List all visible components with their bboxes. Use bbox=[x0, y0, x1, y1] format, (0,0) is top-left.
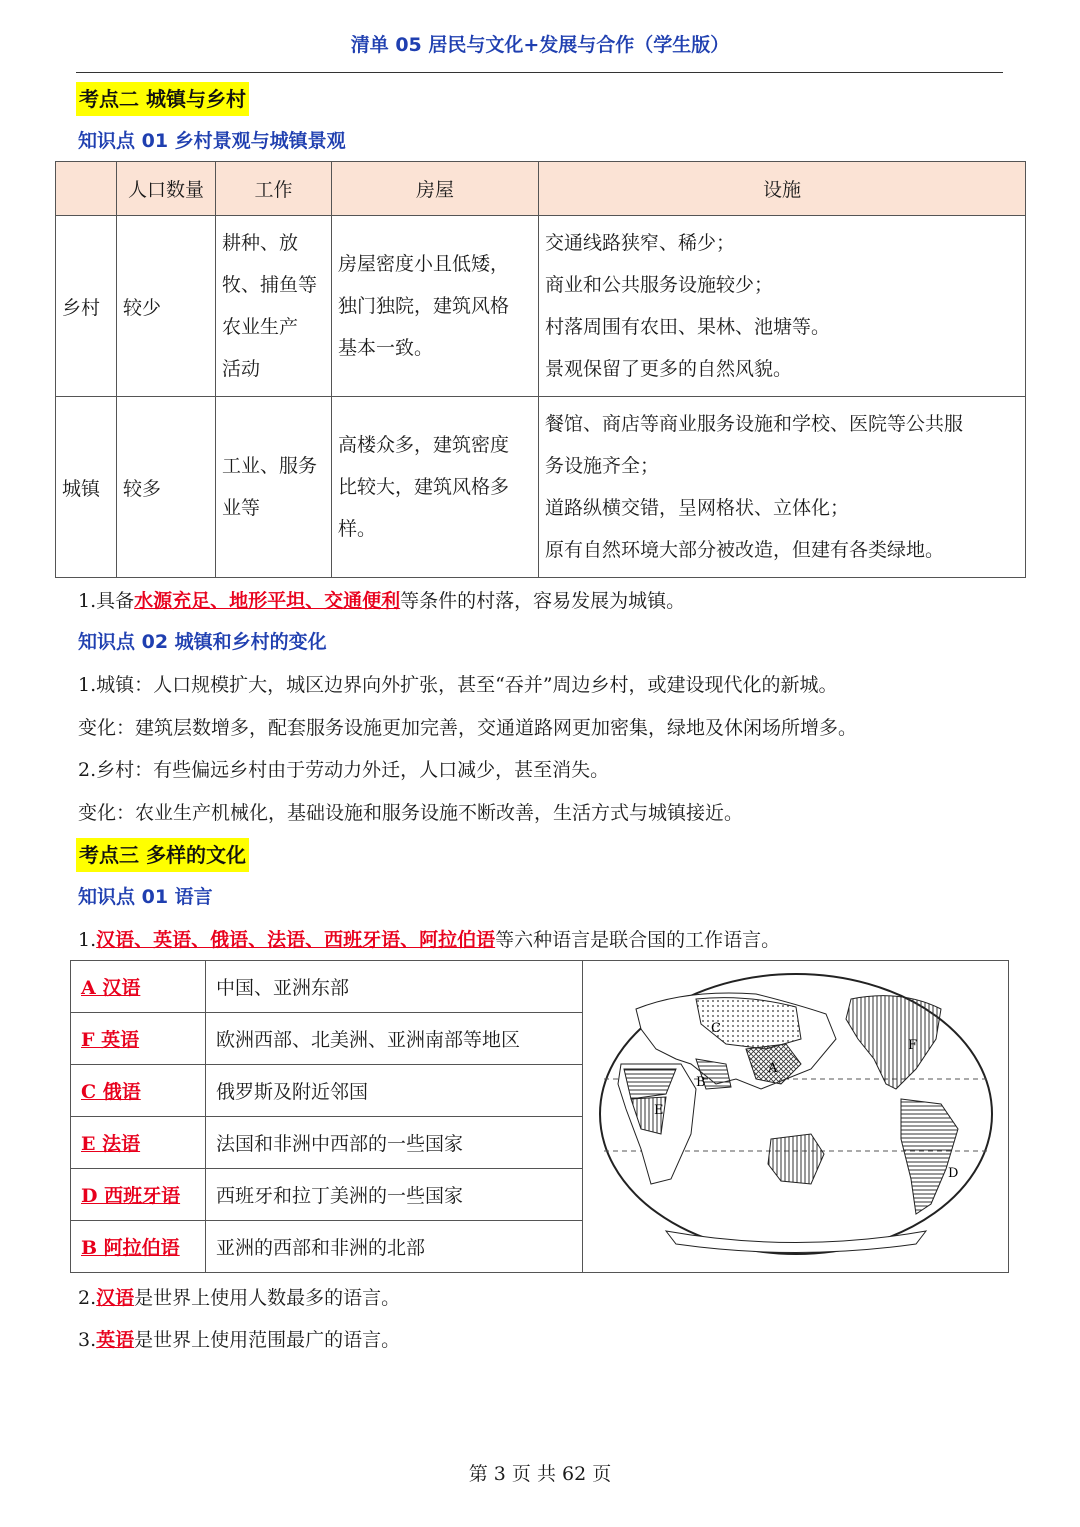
facility-line: 原有自然环境大部分被改造，但建有各类绿地。 bbox=[545, 539, 945, 561]
world-language-map bbox=[583, 961, 1009, 1273]
table-row bbox=[56, 397, 1026, 578]
table-header-cell: 设施 bbox=[539, 162, 1026, 216]
fact-prefix: 3. bbox=[78, 1329, 97, 1351]
language-label: E 法语 bbox=[81, 1133, 141, 1155]
work-line: 牧、捕鱼等 bbox=[222, 274, 318, 296]
language-area-cell: 法国和非洲中西部的一些国家 bbox=[206, 1117, 583, 1169]
facility-line: 商业和公共服务设施较少； bbox=[545, 274, 774, 296]
map-label-b: B bbox=[695, 1075, 706, 1090]
header-divider bbox=[76, 72, 1003, 73]
facilities-cell bbox=[539, 397, 1026, 578]
facility-line: 餐馆、商店等商业服务设施和学校、医院等公共服 bbox=[545, 413, 964, 435]
work-line: 工业、服务 bbox=[222, 455, 318, 477]
widest-language-fact bbox=[78, 1326, 400, 1354]
un-languages-line bbox=[78, 926, 780, 954]
map-label-d: D bbox=[947, 1166, 958, 1181]
language-area-cell: 西班牙和拉丁美洲的一些国家 bbox=[206, 1169, 583, 1221]
intro-prefix: 1. bbox=[78, 929, 97, 951]
language-label-cell bbox=[71, 1221, 206, 1273]
work-line: 农业生产 bbox=[222, 316, 299, 338]
work-cell bbox=[216, 216, 332, 397]
fact-suffix: 是世界上使用人数最多的语言。 bbox=[134, 1287, 401, 1309]
knowledge-point-title-changes: 知识点 02 城镇和乡村的变化 bbox=[78, 631, 327, 653]
language-label: C 俄语 bbox=[81, 1081, 141, 1103]
row-name: 乡村 bbox=[56, 216, 117, 397]
change-line: 变化：建筑层数增多，配套服务设施更加完善，交通道路网更加密集，绿地及休闲场所增多。 bbox=[78, 717, 858, 739]
work-line: 耕种、放 bbox=[222, 232, 299, 254]
document-header-title: 清单 05 居民与文化+发展与合作（学生版） bbox=[350, 34, 730, 56]
facility-line: 道路纵横交错，呈网格状、立体化； bbox=[545, 497, 850, 519]
section-heading-towns-villages: 考点二 城镇与乡村 bbox=[76, 82, 249, 116]
world-map-figure bbox=[596, 969, 996, 1259]
work-line: 业等 bbox=[222, 497, 261, 519]
page-number-footer: 第 3 页 共 62 页 bbox=[468, 1463, 612, 1485]
housing-line: 高楼众多，建筑密度 bbox=[338, 434, 510, 456]
language-label: D 西班牙语 bbox=[81, 1185, 181, 1207]
change-line: 变化：农业生产机械化，基础设施和服务设施不断改善，生活方式与城镇接近。 bbox=[78, 802, 744, 824]
table-header-cell bbox=[56, 162, 117, 216]
town-conditions-note bbox=[78, 587, 685, 615]
facility-line: 交通线路狭窄、稀少； bbox=[545, 232, 736, 254]
facility-line: 村落周围有农田、果林、池塘等。 bbox=[545, 316, 831, 338]
note-suffix: 等条件的村落，容易发展为城镇。 bbox=[400, 590, 686, 612]
fact-prefix: 2. bbox=[78, 1287, 97, 1309]
change-line: 1.城镇：人口规模扩大，城区边界向外扩张，甚至“吞并”周边乡村，或建设现代化的新城。 bbox=[78, 674, 838, 696]
change-line: 2.乡村：有些偏远乡村由于劳动力外迁，人口减少，甚至消失。 bbox=[78, 759, 610, 781]
language-label-cell bbox=[71, 961, 206, 1013]
housing-line: 独门独院，建筑风格 bbox=[338, 295, 510, 317]
table-header-cell: 工作 bbox=[216, 162, 332, 216]
facility-line: 务设施齐全； bbox=[545, 455, 660, 477]
population-cell: 较少 bbox=[117, 216, 216, 397]
table-header-cell: 房屋 bbox=[332, 162, 539, 216]
housing-cell bbox=[332, 216, 539, 397]
work-cell bbox=[216, 397, 332, 578]
housing-line: 样。 bbox=[338, 518, 377, 540]
language-label-cell bbox=[71, 1169, 206, 1221]
language-area-cell: 俄罗斯及附近邻国 bbox=[206, 1065, 583, 1117]
language-label-cell bbox=[71, 1065, 206, 1117]
intro-highlight: 汉语、英语、俄语、法语、西班牙语、阿拉伯语 bbox=[96, 929, 496, 951]
housing-line: 基本一致。 bbox=[338, 337, 434, 359]
map-label-e: E bbox=[653, 1103, 663, 1118]
landscape-comparison-table bbox=[55, 161, 1026, 578]
language-label: B 阿拉伯语 bbox=[81, 1237, 180, 1259]
fact-highlight: 英语 bbox=[96, 1329, 135, 1351]
row-name: 城镇 bbox=[56, 397, 117, 578]
languages-table bbox=[70, 960, 1009, 1273]
map-label-c: C bbox=[710, 1021, 721, 1036]
facilities-cell bbox=[539, 216, 1026, 397]
population-cell: 较多 bbox=[117, 397, 216, 578]
housing-cell bbox=[332, 397, 539, 578]
note-prefix: 1.具备 bbox=[78, 590, 135, 612]
map-label-f: F bbox=[907, 1038, 917, 1053]
fact-suffix: 是世界上使用范围最广的语言。 bbox=[134, 1329, 401, 1351]
fact-highlight: 汉语 bbox=[96, 1287, 135, 1309]
language-label-cell bbox=[71, 1013, 206, 1065]
facility-line: 景观保留了更多的自然风貌。 bbox=[545, 358, 793, 380]
language-area-cell: 欧洲西部、北美洲、亚洲南部等地区 bbox=[206, 1013, 583, 1065]
map-label-a: A bbox=[767, 1061, 777, 1076]
housing-line: 比较大，建筑风格多 bbox=[338, 476, 510, 498]
language-label: A 汉语 bbox=[81, 977, 141, 999]
table-header-row bbox=[56, 162, 1026, 216]
knowledge-point-title-languages: 知识点 01 语言 bbox=[78, 886, 213, 908]
language-area-cell: 中国、亚洲东部 bbox=[206, 961, 583, 1013]
intro-suffix: 等六种语言是联合国的工作语言。 bbox=[495, 929, 781, 951]
table-row bbox=[71, 961, 1009, 1013]
work-line: 活动 bbox=[222, 358, 261, 380]
language-area-cell: 亚洲的西部和非洲的北部 bbox=[206, 1221, 583, 1273]
table-header-cell: 人口数量 bbox=[117, 162, 216, 216]
housing-line: 房屋密度小且低矮， bbox=[338, 253, 510, 275]
language-label-cell bbox=[71, 1117, 206, 1169]
knowledge-point-title-landscapes: 知识点 01 乡村景观与城镇景观 bbox=[78, 130, 346, 152]
most-spoken-language-fact bbox=[78, 1284, 400, 1312]
section-heading-cultures: 考点三 多样的文化 bbox=[76, 838, 249, 872]
table-row bbox=[56, 216, 1026, 397]
note-highlight: 水源充足、地形平坦、交通便利 bbox=[134, 590, 401, 612]
language-label: F 英语 bbox=[81, 1029, 140, 1051]
